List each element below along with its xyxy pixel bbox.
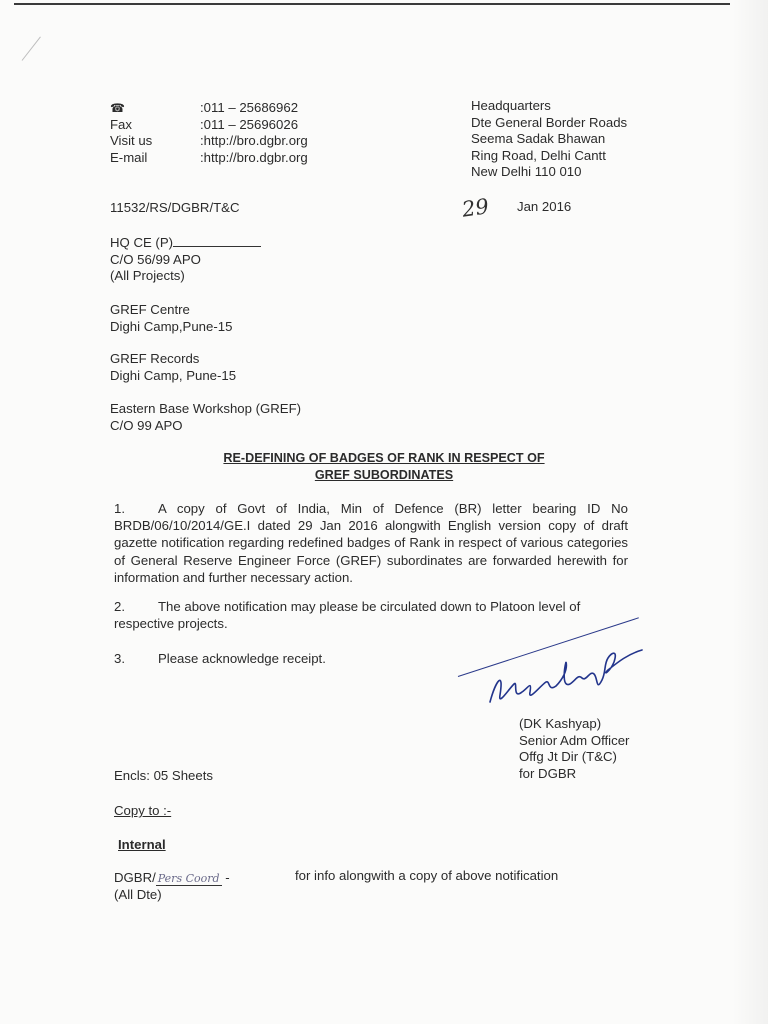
addressee-line: Dighi Camp,Pune-15 <box>110 318 233 334</box>
page-edge-shadow <box>732 0 768 1024</box>
paragraph-1 <box>114 500 628 586</box>
hq-line: Ring Road, Delhi Cantt <box>471 147 606 163</box>
paragraph-number: 3. <box>114 651 125 666</box>
hq-line: Dte General Border Roads <box>471 114 628 130</box>
dgbr-handwritten-entry: Pers Coord <box>157 872 220 885</box>
paragraph-text: A copy of Govt of India, Min of Defence (BR) letter bearing ID No BRDB/06/10/2014/GE.I dated 29 Jan 2016 alongwith English version copy of draft gazette notification regarding redefined badges of Rank in respect of various categories of General Reserve Engineer Force (GREF) subordinates are forwarded herewith for information and further necessary action. <box>114 501 628 585</box>
hq-line: Seema Sadak Bhawan <box>471 131 606 147</box>
reference-number: 11532/RS/DGBR/T&C <box>110 200 240 215</box>
addressee-line: C/O 56/99 APO <box>110 251 201 267</box>
addressee-eastern-base <box>110 401 301 434</box>
stray-pen-mark <box>22 37 41 61</box>
fax-label: Fax <box>110 116 132 132</box>
website-url: :http://bro.dgbr.org <box>200 133 308 149</box>
addressee-gref-records <box>110 351 236 384</box>
signatory-block <box>519 716 629 782</box>
subject-heading <box>0 450 768 483</box>
dgbr-prefix: DGBR/ <box>114 870 156 885</box>
signatory-line: Senior Adm Officer <box>519 732 630 748</box>
email-address: :http://bro.dgbr.org <box>200 149 308 165</box>
addressee-line: GREF Centre <box>110 302 190 317</box>
subject-line: RE-DEFINING OF BADGES OF RANK IN RESPECT OF <box>223 451 545 465</box>
date-month-year: Jan 2016 <box>517 199 572 214</box>
addressee-gref-centre <box>110 302 232 335</box>
paragraph-text: Please acknowledge receipt. <box>158 651 326 666</box>
signatory-line: (DK Kashyap) <box>519 716 602 731</box>
website-label: Visit us <box>110 133 153 149</box>
top-rule <box>14 3 730 5</box>
internal-note: for info alongwith a copy of above notification <box>295 868 559 883</box>
internal-addressee <box>114 870 230 888</box>
blank-line <box>173 235 261 247</box>
paragraph-2 <box>114 598 628 632</box>
paragraph-number: 2. <box>114 599 125 614</box>
hq-address <box>471 98 627 181</box>
addressee-hq-ce <box>110 235 261 285</box>
paragraph-number: 1. <box>114 501 125 516</box>
phone-icon: ☎ <box>110 101 125 115</box>
addressee-line: Dighi Camp, Pune-15 <box>110 367 237 383</box>
addressee-line: (All Projects) <box>110 268 185 284</box>
all-dte: (All Dte) <box>114 887 162 902</box>
addressee-line: HQ CE (P) <box>110 235 174 250</box>
date-day-handwritten: 29 <box>460 194 491 222</box>
addressee-line: Eastern Base Workshop (GREF) <box>110 401 302 416</box>
dgbr-suffix: - <box>221 870 230 885</box>
addressee-line: C/O 99 APO <box>110 417 183 433</box>
paragraph-text: The above notification may please be circulated down to Platoon level of respective projects. <box>114 599 581 632</box>
hq-line: Headquarters <box>471 98 551 113</box>
addressee-line: GREF Records <box>110 351 200 366</box>
signatory-line: Offg Jt Dir (T&C) <box>519 749 617 765</box>
signature-scribble <box>478 640 658 720</box>
email-label: E-mail <box>110 149 148 165</box>
hq-line: New Delhi 110 010 <box>471 164 582 180</box>
subject-line: GREF SUBORDINATES <box>314 467 454 482</box>
internal-heading: Internal <box>118 837 166 852</box>
phone-number: :011 – 25686962 <box>200 100 299 115</box>
signatory-line: for DGBR <box>519 765 577 781</box>
copy-to-label: Copy to :- <box>114 803 172 818</box>
enclosures: Encls: 05 Sheets <box>114 768 213 783</box>
fax-number: :011 – 25696026 <box>200 116 299 132</box>
